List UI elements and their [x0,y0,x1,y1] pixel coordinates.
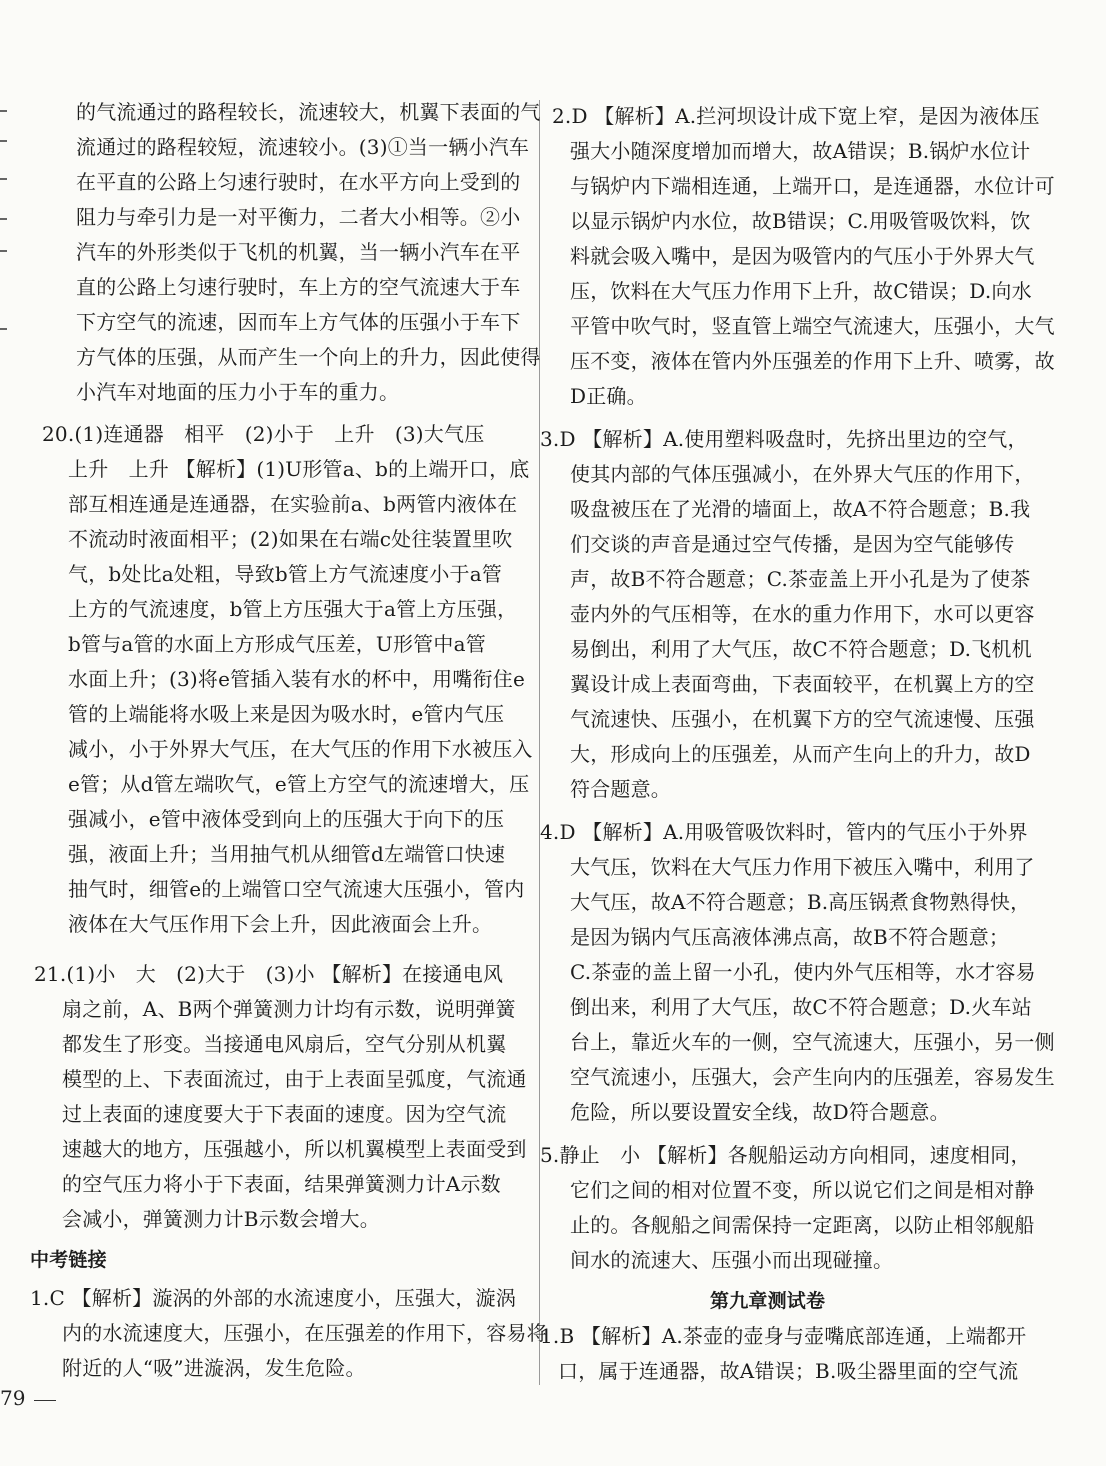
text-line: 强减小，e管中液体受到向上的压强大于向下的压 [68,807,505,831]
text-line: 不流动时液面相平；(2)如果在右端c处往装置里吹 [68,527,513,551]
text-line: C.茶壶的盖上留一小孔，使内外气压相等，水才容易 [570,960,1036,984]
text-line: 模型的上、下表面流过，由于上表面呈弧度，气流通 [62,1067,527,1091]
text-line: 压不变，液体在管内外压强差的作用下上升、喷雾，故 [570,349,1055,373]
text-line: 的空气压力将小于下表面，结果弹簧测力计A示数 [62,1172,501,1196]
text-line: 是因为锅内气压高液体沸点高，故B不符合题意； [570,925,1010,949]
text-line: 口，属于连通器，故A错误；B.吸尘器里面的空气流 [558,1359,1019,1383]
text-line: 倒出来，利用了大气压，故C不符合题意；D.火车站 [570,995,1032,1019]
text-line: 上升 上升 【解析】(1)U形管a、b的上端开口，底 [68,457,530,481]
text-line: 下方空气的流速，因而车上方气体的压强小于车下 [76,310,521,334]
text-line: 管的上端能将水吸上来是因为吸水时，e管内气压 [68,702,505,726]
question-2: 2.D 【解析】A.拦河坝设计成下宽上窄，是因为液体压 [552,104,1040,128]
page-number: 79 [0,1386,26,1410]
text-line: 台上，靠近火车的一侧，空气流速大，压强小，另一侧 [570,1030,1055,1054]
question-21: 21.(1)小 大 (2)大于 (3)小 【解析】在接通电风 [34,962,504,986]
text-line: 方气体的压强，从而产生一个向上的升力，因此使得 [76,345,541,369]
text-line: 强大小随深度增加而增大，故A错误；B.锅炉水位计 [570,139,1031,163]
text-line: 吸盘被压在了光滑的墙面上，故A不符合题意；B.我 [570,497,1031,521]
text-line: 强，液面上升；当用抽气机从细管d左端管口快速 [68,842,506,866]
text-line: 气，b处比a处粗，导致b管上方气流速度小于a管 [68,562,503,586]
text-line: b管与a管的水面上方形成气压差，U形管中a管 [68,632,486,656]
text-line: 声，故B不符合题意；C.茶壶盖上开小孔是为了使茶 [570,567,1031,591]
text-line: 的气流通过的路程较长，流速较大，机翼下表面的气 [76,100,541,124]
text-line: 水面上升；(3)将e管插入装有水的杯中，用嘴衔住e [68,667,526,691]
text-line: 大，形成向上的压强差，从而产生向上的升力，故D [570,742,1031,766]
text-line: 以显示锅炉内水位，故B错误；C.用吸管吸饮料，饮 [570,209,1031,233]
text-line: 符合题意。 [570,777,671,801]
question-4: 4.D 【解析】A.用吸管吸饮料时，管内的气压小于外界 [540,820,1028,844]
text-line: 液体在大气压作用下会上升，因此液面会上升。 [68,912,493,936]
section-heading-zhongkao: 中考链接 [30,1249,107,1271]
text-line: 都发生了形变。当接通电风扇后，空气分别从机翼 [62,1032,507,1056]
text-line: 直的公路上匀速行驶时，车上方的空气流速大于车 [76,275,521,299]
text-line: 大气压，故A不符合题意；B.高压锅煮食物熟得快， [570,890,1031,914]
text-line: 大气压，饮料在大气压力作用下被压入嘴中，利用了 [570,855,1035,879]
text-line: 部互相连通是连通器，在实验前a、b两管内液体在 [68,492,518,516]
text-line: 附近的人“吸”进漩涡，发生危险。 [62,1356,366,1380]
question-1-left: 1.C 【解析】漩涡的外部的水流速度小，压强大，漩涡 [30,1286,516,1310]
question-3: 3.D 【解析】A.使用塑料吸盘时，先挤出里边的空气， [540,427,1028,451]
text-line: 它们之间的相对位置不变，所以说它们之间是相对静 [570,1178,1035,1202]
text-line: 小汽车对地面的压力小于车的重力。 [76,380,400,404]
question-1-right: 1.B 【解析】A.茶壶的壶身与壶嘴底部连通，上端都开 [540,1324,1027,1348]
text-line: 汽车的外形类似于飞机的机翼，当一辆小汽车在平 [76,240,521,264]
text-line: 间水的流速大、压强小而出现碰撞。 [570,1248,894,1272]
text-line: 止的。各舰船之间需保持一定距离，以防止相邻舰船 [570,1213,1035,1237]
text-line: e管；从d管左端吹气，e管上方空气的流速增大，压 [68,772,530,796]
text-line: 空气流速小，压强大，会产生向内的压强差，容易发生 [570,1065,1055,1089]
text-line: 与锅炉内下端相连通，上端开口，是连通器，水位计可 [570,174,1055,198]
text-line: D正确。 [570,384,647,408]
text-line: 平管中吹气时，竖直管上端空气流速大，压强小，大气 [570,314,1055,338]
scan-edge-marks [0,100,10,400]
chapter-test-title: 第九章测试卷 [710,1290,826,1312]
text-line: 壶内外的气压相等，在水的重力作用下，水可以更容 [570,602,1035,626]
text-line: 减小，小于外界大气压，在大气压的作用下水被压入 [68,737,533,761]
text-line: 会减小，弹簧测力计B示数会增大。 [62,1207,380,1231]
text-line: 翼设计成上表面弯曲，下表面较平，在机翼上方的空 [570,672,1035,696]
text-line: 危险，所以要设置安全线，故D符合题意。 [570,1100,950,1124]
text-line: 流通过的路程较短，流速较小。(3)①当一辆小汽车 [76,135,530,159]
text-line: 在平直的公路上匀速行驶时，在水平方向上受到的 [76,170,521,194]
text-line: 扇之前，A、B两个弹簧测力计均有示数，说明弹簧 [62,997,516,1021]
text-line: 们交谈的声音是通过空气传播，是因为空气能够传 [570,532,1015,556]
text-line: 速越大的地方，压强越小，所以机翼模型上表面受到 [62,1137,527,1161]
question-5: 5.静止 小 【解析】各舰船运动方向相同，速度相同， [540,1143,1031,1167]
text-line: 压，饮料在大气压力作用下上升，故C错误；D.向水 [570,279,1032,303]
text-line: 抽气时，细管e的上端管口空气流速大压强小，管内 [68,877,525,901]
text-line: 上方的气流速度，b管上方压强大于a管上方压强， [68,597,518,621]
text-line: 易倒出，利用了大气压，故C不符合题意；D.飞机机 [570,637,1032,661]
question-20: 20.(1)连通器 相平 (2)小于 上升 (3)大气压 [42,422,485,446]
page-number-rule [34,1400,56,1401]
text-line: 内的水流速度大，压强小，在压强差的作用下，容易将 [62,1321,547,1345]
text-line: 使其内部的气体压强减小，在外界大气压的作用下， [570,462,1035,486]
text-line: 阻力与牵引力是一对平衡力，二者大小相等。②小 [76,205,521,229]
column-divider [539,100,540,1385]
text-line: 过上表面的速度要大于下表面的速度。因为空气流 [62,1102,507,1126]
text-line: 料就会吸入嘴中，是因为吸管内的气压小于外界大气 [570,244,1035,268]
text-line: 气流速快、压强小，在机翼下方的空气流速慢、压强 [570,707,1035,731]
